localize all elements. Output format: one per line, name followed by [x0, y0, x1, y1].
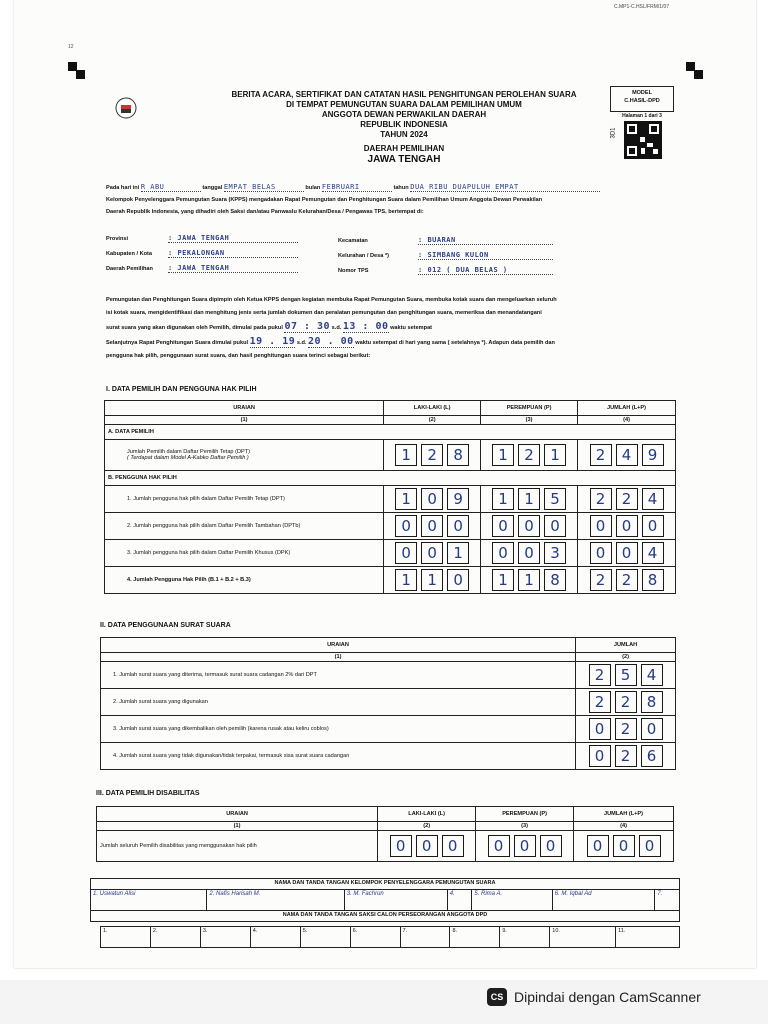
row-label: 2. Jumlah pengguna hak pilih dalam Daftar Pemilih Tambahan (DPTb)	[105, 513, 384, 540]
tps-text: 012 ( DUA BELAS	[427, 266, 499, 274]
saksi-signer: 2.	[150, 927, 200, 948]
saksi-signer: 4.	[250, 927, 300, 948]
digit-box: 0	[590, 515, 612, 537]
digit-box: 4	[616, 444, 638, 466]
digit-box: 0	[488, 835, 510, 857]
saksi-signer: 8.	[450, 927, 500, 948]
row-label: 3. Jumlah surat suara yang dikembalikan oleh pemilih (karena rusak atau keliru coblos)	[101, 716, 576, 743]
qr-id: 3D1	[610, 127, 617, 139]
digit-box: 0	[518, 542, 540, 564]
text-line	[106, 320, 696, 335]
digit-box: 0	[421, 488, 443, 510]
row-label: 3. Jumlah pengguna hak pilih dalam Daftar Pemilih Khusus (DPK)	[105, 540, 384, 567]
text-line: Daerah Republik Indonesia, yang dihadiri oleh Saksi dan/atau Panwaslu Kelurahan/Desa / Pengawas TPS, bertempat di:	[106, 209, 424, 215]
digit-box: 0	[642, 515, 664, 537]
row-label: 2. Jumlah surat suara yang digunakan	[101, 689, 576, 716]
camscanner-logo-icon: CS	[487, 988, 507, 1006]
digit-box: 0	[416, 835, 438, 857]
row-label: 4. Jumlah Pengguna Hak Pilih (B.1 + B.2 + B.3)	[105, 567, 384, 594]
kpu-logo-icon	[114, 96, 138, 120]
header-region: JAWA TENGAH	[367, 154, 441, 165]
day-value: R ABU	[141, 184, 201, 192]
digit-box: 2	[615, 718, 637, 740]
digit-box: 0	[639, 835, 661, 857]
text: ( Terdapat dalam Model A-Kabko Daftar Pemilih )	[127, 455, 249, 461]
label: tanggal	[202, 185, 223, 191]
kpps-signer: 4.	[447, 890, 472, 911]
table-row	[97, 831, 674, 862]
digit-box: 4	[641, 664, 663, 686]
digit-box: 1	[518, 488, 540, 510]
table-row	[105, 440, 676, 471]
signature-title: NAMA DAN TANDA TANGAN KELOMPOK PENYELENGGARA PEMUNGUTAN SUARA	[91, 879, 680, 890]
digit-box: 5	[615, 664, 637, 686]
digit-box: 1	[492, 569, 514, 591]
disability-table	[96, 806, 674, 862]
digit-box: 0	[613, 835, 635, 857]
start-time-value: 07 : 30	[284, 321, 331, 332]
col-number: (1)	[97, 822, 378, 831]
year-value: DUA RIBU DUAPULUH EMPAT	[410, 184, 600, 192]
digit-box: 2	[590, 444, 612, 466]
col-number: (3)	[481, 416, 578, 425]
saksi-signature-table	[100, 926, 680, 948]
model-code: C.HASIL-DPD	[624, 98, 660, 104]
intro-paragraph	[106, 197, 686, 216]
table-row	[101, 689, 676, 716]
count-start-value: 19 . 19	[249, 336, 296, 347]
label: tahun	[393, 185, 409, 191]
text-line: Pemungutan dan Penghitungan Suara dipimpin oleh Ketua KPPS dengan kegiatan membuka Rapat Pemungutan Suara, membuka kotak suara dan mengeluarkan seluruh	[106, 297, 557, 303]
digit-box: 0	[447, 569, 469, 591]
col-header: PEREMPUAN (P)	[476, 807, 574, 822]
section-title: III. DATA PEMILIH DISABILITAS	[96, 790, 200, 797]
col-number: (4)	[574, 822, 674, 831]
table-row	[105, 540, 676, 567]
digit-box: 0	[518, 515, 540, 537]
section-title: II. DATA PENGGUNAAN SURAT SUARA	[100, 622, 231, 629]
col-number: (2)	[384, 416, 481, 425]
col-header: URAIAN	[101, 638, 576, 653]
digit-box: 1	[492, 444, 514, 466]
digit-box: 0	[544, 515, 566, 537]
village-text: SIMBANG KULON	[427, 251, 489, 259]
col-number: (1)	[105, 416, 384, 425]
header-line: DI TEMPAT PEMUNGUTAN SUARA DALAM PEMILIHAN UMUM	[286, 100, 522, 109]
digit-box: 2	[615, 691, 637, 713]
document-page	[14, 0, 756, 968]
regency-text: PEKALONGAN	[177, 249, 225, 257]
digit-box: 2	[589, 664, 611, 686]
digit-box: 1	[492, 488, 514, 510]
digit-box: 0	[421, 542, 443, 564]
province-value: : JAWA TENGAH	[168, 235, 298, 243]
subsection-title: B. PENGGUNA HAK PILIH	[105, 471, 676, 486]
digit-box: 5	[544, 488, 566, 510]
table-row	[101, 662, 676, 689]
row-label: Jumlah seluruh Pemilih disabilitas yang menggunakan hak pilih	[97, 831, 378, 862]
digit-box: 2	[616, 569, 638, 591]
digit-box: 2	[590, 488, 612, 510]
intro-line	[106, 184, 676, 192]
digit-box: 2	[590, 569, 612, 591]
digit-box: 0	[492, 515, 514, 537]
text: s.d.	[331, 325, 342, 331]
digit-box: 2	[615, 745, 637, 767]
district-text: BUARAN	[427, 236, 456, 244]
month-value: FEBRUARI	[322, 184, 392, 192]
digit-cell	[481, 440, 578, 471]
signature-title: NAMA DAN TANDA TANGAN SAKSI CALON PERSEORANGAN ANGGOTA DPD	[91, 911, 680, 922]
digit-box: 3	[544, 542, 566, 564]
kpps-signer: 3. M. Fachrun	[344, 890, 447, 911]
header-line: BERITA ACARA, SERTIFIKAT DAN CATATAN HASIL PENGHITUNGAN PEROLEHAN SUARA	[231, 90, 577, 99]
label: Kecamatan	[338, 238, 368, 244]
table-row	[105, 486, 676, 513]
col-number: (3)	[476, 822, 574, 831]
saksi-signer: 5.	[300, 927, 350, 948]
digit-box: 1	[395, 569, 417, 591]
date-value: EMPAT BELAS	[224, 184, 304, 192]
col-number: (2)	[576, 653, 676, 662]
kpps-signature-table	[90, 878, 680, 922]
text-line	[106, 335, 696, 350]
digit-box: 0	[589, 718, 611, 740]
district-value: : BUARAN	[418, 237, 553, 245]
village-value: : SIMBANG KULON	[418, 252, 553, 260]
saksi-signer: 3.	[200, 927, 250, 948]
header-line: ANGGOTA DEWAN PERWAKILAN DAERAH	[321, 110, 487, 119]
digit-box: 0	[641, 718, 663, 740]
digit-box: 0	[421, 515, 443, 537]
digit-box: 1	[518, 569, 540, 591]
col-header: JUMLAH (L+P)	[578, 401, 676, 416]
text: surat suara yang akan digunakan oleh Pemilih, dimulai pada pukul	[106, 325, 283, 331]
top-stamp: C.MP1-C.HSL/FRM/1/07	[614, 4, 670, 10]
digit-box: 1	[395, 488, 417, 510]
col-header: URAIAN	[97, 807, 378, 822]
ballot-usage-table	[100, 637, 676, 770]
digit-box: 9	[642, 444, 664, 466]
kpps-signer: 7.	[655, 890, 680, 911]
regency-value: : PEKALONGAN	[168, 250, 298, 258]
digit-box: 0	[395, 515, 417, 537]
digit-box: 8	[447, 444, 469, 466]
digit-box: 0	[616, 542, 638, 564]
digit-box: 2	[589, 691, 611, 713]
kpps-signer: 2. Nafis Harisah M.	[207, 890, 344, 911]
digit-box: 1	[544, 444, 566, 466]
col-header: LAKI-LAKI (L)	[384, 401, 481, 416]
digit-box: 0	[447, 515, 469, 537]
tps-value: : 012 ( DUA BELAS )	[418, 267, 553, 275]
end-time-value: 13 : 00	[342, 321, 389, 332]
digit-cell	[578, 440, 676, 471]
header-line: REPUBLIK INDONESIA	[360, 120, 448, 129]
saksi-signer: 7.	[400, 927, 450, 948]
digit-box: 2	[421, 444, 443, 466]
dapil-value: : JAWA TENGAH	[168, 265, 298, 273]
label: Daerah Pemilihan	[106, 266, 153, 272]
model-label: MODEL	[632, 90, 652, 96]
saksi-signer: 1.	[101, 927, 151, 948]
registration-mark	[694, 70, 703, 79]
digit-box: 1	[421, 569, 443, 591]
digit-box: 0	[492, 542, 514, 564]
count-end-value: 20 . 00	[308, 336, 354, 347]
digit-box: 1	[395, 444, 417, 466]
text: waktu setempat di hari yang sama ( setelahnya *). Adapun data pemilih dan	[355, 340, 555, 346]
col-header: LAKI-LAKI (L)	[378, 807, 476, 822]
digit-cell	[384, 440, 481, 471]
text: Selanjutnya Rapat Penghitungan Suara dimulai pukul	[106, 340, 249, 346]
col-number: (1)	[101, 653, 576, 662]
section-title: I. DATA PEMILIH DAN PENGGUNA HAK PILIH	[106, 386, 257, 393]
text-line: isi kotak suara, mengidentifikasi dan menghitung jenis serta jumlah dokumen dan peralatan pemungutan dan penghitungan suara, memeriksa dan menandatangani	[106, 310, 542, 316]
label: Kabupaten / Kota	[106, 251, 152, 257]
digit-box: 0	[540, 835, 562, 857]
text: Jumlah Pemilih dalam Daftar Pemilih Tetap (DPT)	[127, 449, 251, 455]
digit-box: 1	[447, 542, 469, 564]
table-row	[101, 716, 676, 743]
col-header: PEREMPUAN (P)	[481, 401, 578, 416]
digit-box: 0	[590, 542, 612, 564]
digit-box: 0	[616, 515, 638, 537]
digit-box: 0	[589, 745, 611, 767]
digit-box: 4	[642, 542, 664, 564]
digit-box: 8	[641, 691, 663, 713]
digit-box: 8	[642, 569, 664, 591]
label: bulan	[305, 185, 321, 191]
saksi-signer: 10.	[550, 927, 616, 948]
header-line: TAHUN 2024	[380, 130, 428, 139]
row-label: 4. Jumlah surat suara yang tidak digunakan/tidak terpakai, termasuk sisa surat suara cadangan	[101, 743, 576, 770]
digit-box: 0	[587, 835, 609, 857]
registration-mark	[76, 70, 85, 79]
scanner-footer	[0, 980, 768, 1024]
digit-box: 8	[544, 569, 566, 591]
digit-box: 4	[642, 488, 664, 510]
table-row	[101, 743, 676, 770]
col-header: JUMLAH (L+P)	[574, 807, 674, 822]
col-header: JUMLAH	[576, 638, 676, 653]
saksi-signer: 6.	[350, 927, 400, 948]
text-line: Kelompok Penyelenggara Pemungutan Suara (KPPS) mengadakan Rapat Pemungutan dan Penghitungan Suara dalam Pemilihan Umum Anggota Dewan Perwakilan	[106, 197, 543, 203]
document-header	[164, 90, 644, 166]
digit-box: 2	[518, 444, 540, 466]
subsection-title: A. DATA PEMILIH	[105, 425, 676, 440]
digit-box: 0	[442, 835, 464, 857]
voter-data-table	[104, 400, 676, 594]
text-line: pengguna hak pilih, penggunaan surat suara, dan hasil penghitungan suara terinci sebagai berikut:	[106, 353, 371, 359]
kpps-signer: 6. M. Iqbal Ad	[552, 890, 654, 911]
col-number: (4)	[578, 416, 676, 425]
header-line: DAERAH PEMILIHAN	[363, 144, 445, 153]
procedure-paragraph	[106, 294, 696, 363]
text: waktu setempat	[390, 325, 433, 331]
col-number: (2)	[378, 822, 476, 831]
row-label: 1. Jumlah surat suara yang diterima, termasuk surat suara cadangan 2% dari DPT	[101, 662, 576, 689]
kpps-signer: 5. Rima A.	[472, 890, 552, 911]
table-row	[105, 567, 676, 594]
kpps-signer: 1. Uswatun Alisi	[91, 890, 207, 911]
scanner-text: Dipindai dengan CamScanner	[514, 989, 701, 1005]
label: Pada hari ini	[106, 185, 140, 191]
text: s.d.	[296, 340, 307, 346]
label: Nomor TPS	[338, 268, 369, 274]
table-row	[105, 513, 676, 540]
digit-box: 0	[514, 835, 536, 857]
row-label: 1. Jumlah pengguna hak pilih dalam Daftar Pemilih Tetap (DPT)	[105, 486, 384, 513]
col-header: URAIAN	[105, 401, 384, 416]
row-label	[105, 440, 384, 471]
saksi-signer: 9.	[500, 927, 550, 948]
page-indicator: Halaman 1 dari 3	[622, 113, 662, 119]
digit-box: 0	[390, 835, 412, 857]
label: Provinsi	[106, 236, 129, 242]
digit-box: 6	[641, 745, 663, 767]
saksi-signer: 11.	[616, 927, 680, 948]
digit-box: 9	[447, 488, 469, 510]
digit-box: 2	[616, 488, 638, 510]
digit-box: 0	[395, 542, 417, 564]
label: Kelurahan / Desa *)	[338, 253, 389, 259]
page-corner-number: 12	[68, 44, 74, 50]
